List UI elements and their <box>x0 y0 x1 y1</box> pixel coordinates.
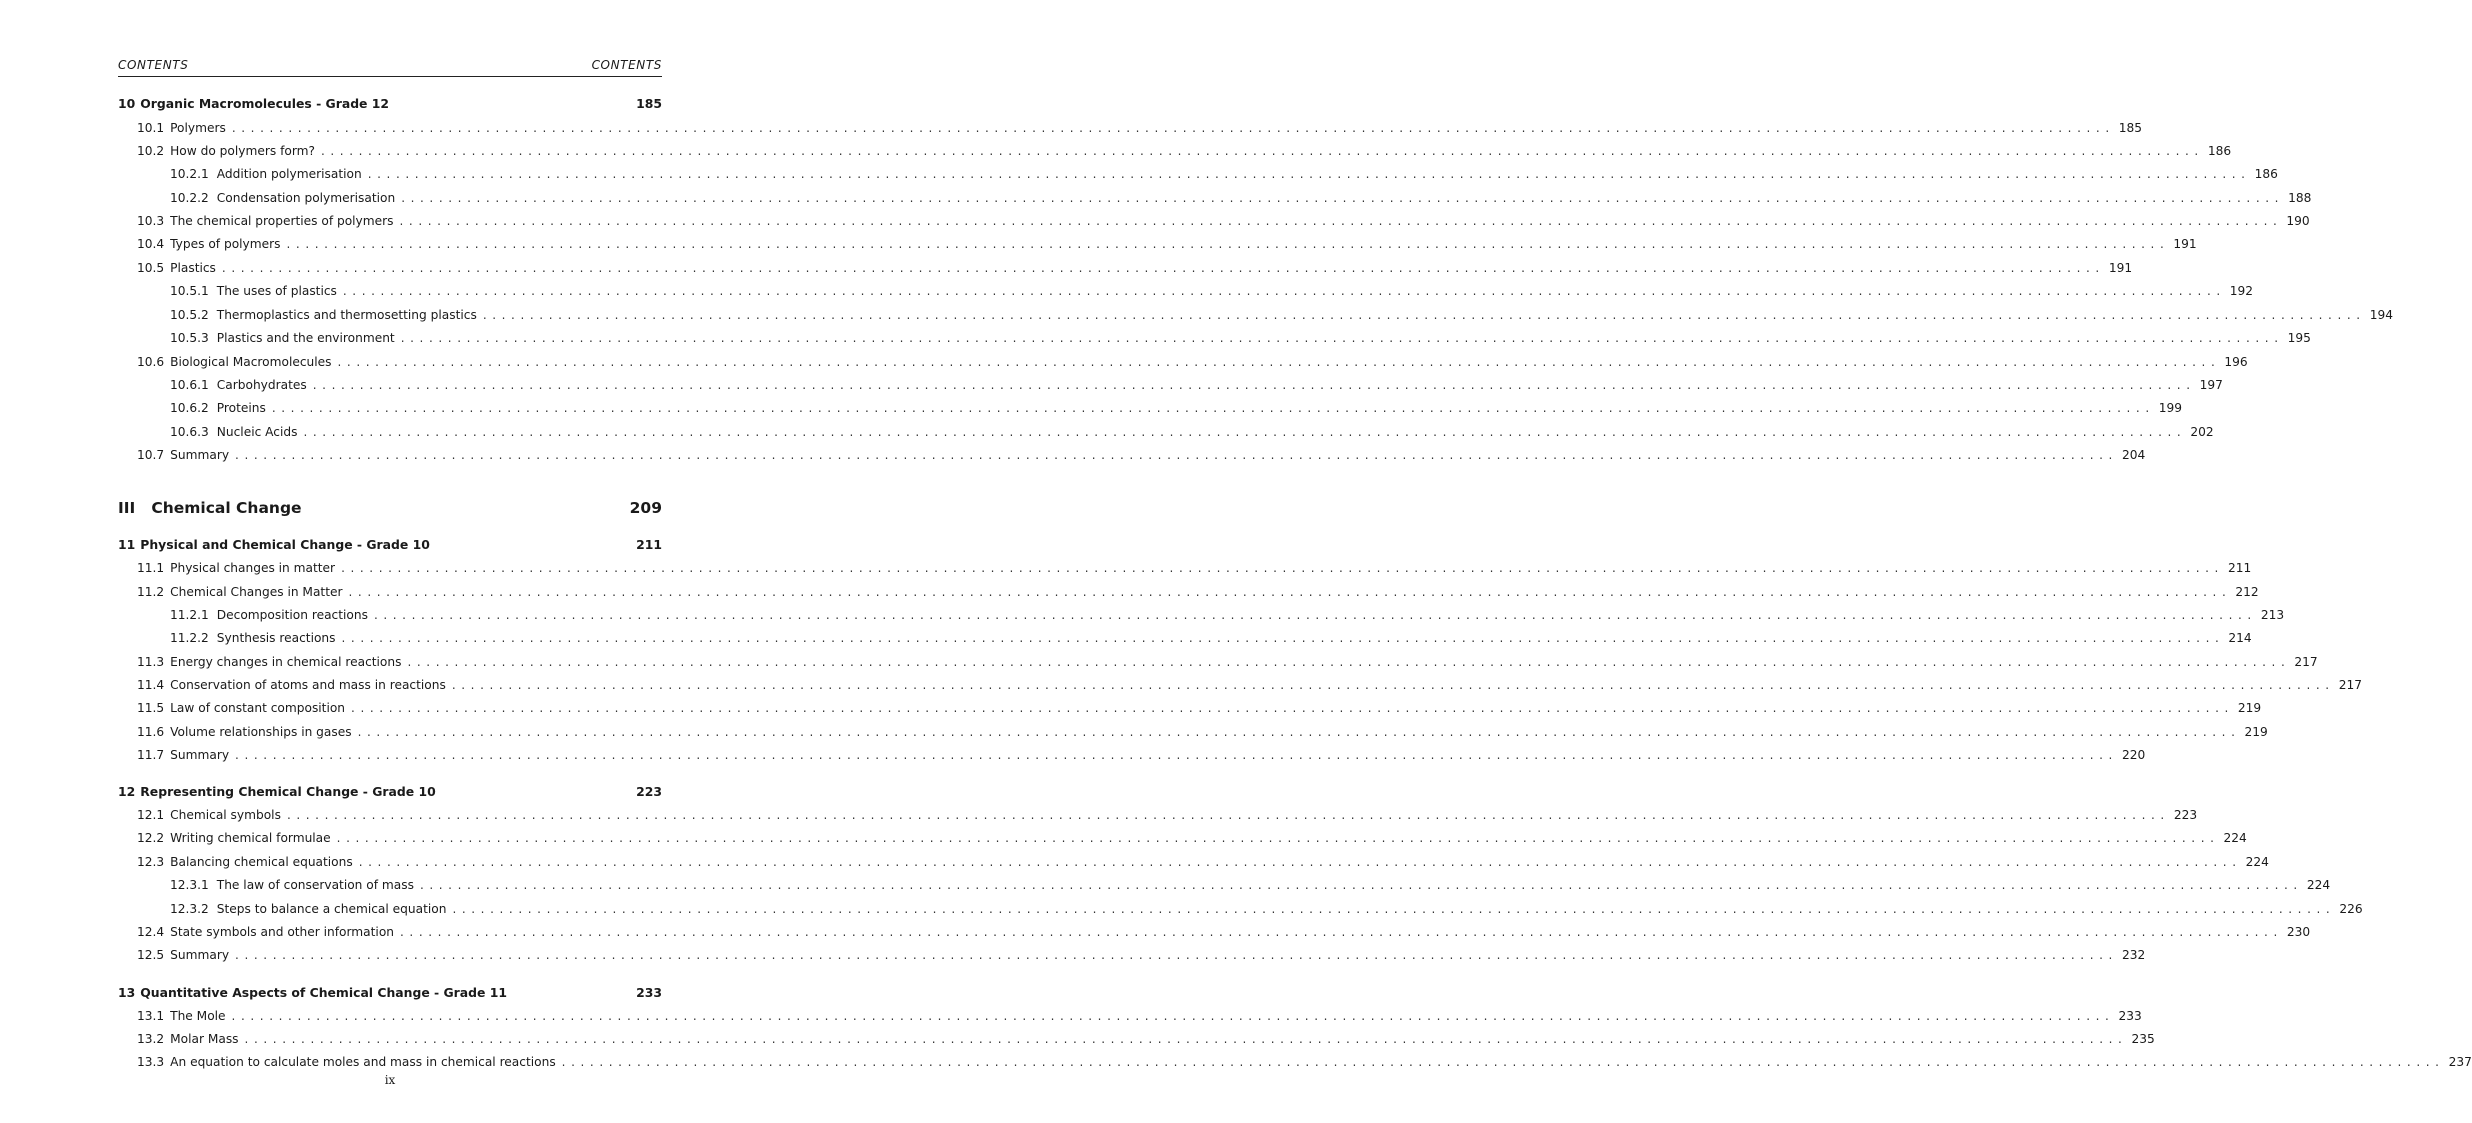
toc-entry-number: 10.6.2 <box>170 401 209 415</box>
toc-entry-chap[interactable] <box>118 985 662 1001</box>
toc-entry-title: Proteins <box>216 401 266 415</box>
toc-entry-title: Thermoplastics and thermosetting plastics <box>216 308 477 322</box>
toc-entry-number: 11.5 <box>137 701 165 715</box>
toc-entry-page: 224 <box>2223 831 2247 845</box>
toc-entry-page: 192 <box>2229 284 2254 298</box>
toc-entry-number: 11.4 <box>137 678 165 692</box>
toc-entry-number: 11.2.1 <box>170 608 209 622</box>
toc-entry-number: 11.2.2 <box>170 631 209 645</box>
dot-leader: ........................................................................................................................................................................................................ <box>399 214 2283 228</box>
toc-entry-number: 10 <box>118 96 136 111</box>
toc-entry-sec[interactable] <box>118 584 2259 600</box>
page-number: ix <box>384 1073 396 1087</box>
toc-entry-number: 12.2 <box>137 831 165 845</box>
toc-entry-title: Nucleic Acids <box>216 425 298 439</box>
toc-entry-number: 10.6 <box>137 355 165 369</box>
toc-entry-title: Synthesis reactions <box>216 631 336 645</box>
toc-entry-sec[interactable] <box>118 260 2133 276</box>
toc-entry-page: 233 <box>636 985 662 1000</box>
dot-leader: ........................................................................................................................................................................................................ <box>320 144 2204 158</box>
toc-entry-title: Steps to balance a chemical equation <box>216 902 447 916</box>
toc-entry-title: Quantitative Aspects of Chemical Change - Grade 11 <box>140 985 507 1000</box>
toc-entry-sec[interactable] <box>118 560 2252 576</box>
toc-entry-page: 196 <box>2224 355 2248 369</box>
dot-leader: ........................................................................................................................................................................................................ <box>452 902 2336 916</box>
toc-entry-number: 10.2 <box>137 144 165 158</box>
toc-entry-number: 11.1 <box>137 561 165 575</box>
toc-entry-number: 12.5 <box>137 948 165 962</box>
toc-entry-title: Balancing chemical equations <box>170 855 353 869</box>
toc-entry-title: Summary <box>170 948 230 962</box>
toc-entry-title: Condensation polymerisation <box>216 191 396 205</box>
dot-leader: ........................................................................................................................................................................................................ <box>286 237 2170 251</box>
toc-entry-page: 197 <box>2199 378 2223 392</box>
toc-entry-number: 10.3 <box>137 214 165 228</box>
toc-entry-page: 219 <box>2237 701 2262 715</box>
toc-entry-page: 230 <box>2286 925 2311 939</box>
toc-entry-page: 190 <box>2286 214 2310 228</box>
toc-entry-page: 188 <box>2288 191 2312 205</box>
toc-entry-title: Conservation of atoms and mass in reactions <box>170 678 446 692</box>
toc-entry-sec[interactable] <box>118 677 2362 693</box>
dot-leader: ........................................................................................................................................................................................................ <box>451 678 2335 692</box>
dot-leader: ........................................................................................................................................................................................................ <box>341 631 2225 645</box>
toc-entry-page: 209 <box>629 499 662 517</box>
toc-entry-page: 213 <box>2260 608 2285 622</box>
toc-entry-number: 13.3 <box>137 1055 165 1069</box>
toc-entry-part[interactable] <box>118 497 662 519</box>
toc-entry-title: Chemical Change <box>151 499 302 517</box>
dot-leader: ........................................................................................................................................................................................................ <box>400 331 2284 345</box>
toc-entry-number: 12.3 <box>137 855 165 869</box>
toc-entry-title: Energy changes in chemical reactions <box>170 655 402 669</box>
toc-entry-number: 12 <box>118 784 136 799</box>
toc-entry-title: Carbohydrates <box>216 378 307 392</box>
dot-leader: ........................................................................................................................................................................................................ <box>373 608 2257 622</box>
toc-entry-sec[interactable] <box>118 236 2197 252</box>
toc-entry-number: 10.5.3 <box>170 331 209 345</box>
dot-leader: ........................................................................................................................................................................................................ <box>271 401 2155 415</box>
toc-entry-title: Chemical Changes in Matter <box>170 585 343 599</box>
toc-entry-sec[interactable] <box>118 724 2268 740</box>
toc-entry-title: Writing chemical formulae <box>170 831 331 845</box>
dot-leader: ........................................................................................................................................................................................................ <box>235 448 2118 462</box>
toc-entry-sub[interactable] <box>118 400 2182 416</box>
toc-entry-sub[interactable] <box>118 607 2285 623</box>
toc-entry-sec[interactable] <box>118 143 2232 159</box>
toc-entry-number: 10.2.2 <box>170 191 209 205</box>
toc-entry-sub[interactable] <box>118 901 2363 917</box>
toc-entry-page: 217 <box>2294 655 2318 669</box>
toc-entry-page: 194 <box>2369 308 2393 322</box>
dot-leader: ........................................................................................................................................................................................................ <box>231 1009 2115 1023</box>
running-header-right: CONTENTS <box>591 58 662 72</box>
toc-entry-sub[interactable] <box>118 166 2278 182</box>
toc-entry-number: 10.5 <box>137 261 165 275</box>
toc-entry-title: Summary <box>170 448 230 462</box>
toc-entry-sub[interactable] <box>118 283 2254 299</box>
toc-entry-title: The law of conservation of mass <box>216 878 414 892</box>
toc-entry-sec[interactable] <box>118 807 2198 823</box>
toc-entry-number: 10.6.3 <box>170 425 209 439</box>
toc-entry-sec[interactable] <box>118 654 2318 670</box>
toc-entry-title: Representing Chemical Change - Grade 10 <box>140 784 436 799</box>
toc-entry-sec[interactable] <box>118 747 2146 763</box>
toc-entry-sub[interactable] <box>118 377 2223 393</box>
toc-entry-sec[interactable] <box>118 120 2142 136</box>
dot-leader: ........................................................................................................................................................................................................ <box>358 855 2242 869</box>
toc-entry-number: 12.1 <box>137 808 165 822</box>
toc-entry-sec[interactable] <box>118 700 2262 716</box>
toc-entry-title: Summary <box>170 748 230 762</box>
toc-entry-sec[interactable] <box>118 947 2146 963</box>
toc-entry-number: 12.4 <box>137 925 165 939</box>
toc-entry-title: Plastics and the environment <box>216 331 395 345</box>
toc-entry-page: 219 <box>2244 725 2268 739</box>
toc-entry-title: The uses of plastics <box>216 284 337 298</box>
toc-entry-title: Physical and Chemical Change - Grade 10 <box>140 537 430 552</box>
toc-entry-number: 10.6.1 <box>170 378 209 392</box>
toc-entry-page: 237 <box>2448 1055 2472 1069</box>
dot-leader: ........................................................................................................................................................................................................ <box>341 561 2224 575</box>
toc-entry-page: 224 <box>2245 855 2269 869</box>
toc-entry-page: 191 <box>2173 237 2197 251</box>
toc-entry-number: 13.2 <box>137 1032 165 1046</box>
toc-entry-title: The chemical properties of polymers <box>170 214 394 228</box>
toc-entry-title: Law of constant composition <box>170 701 346 715</box>
toc-entry-number: 10.1 <box>137 121 165 135</box>
toc-entry-sub[interactable] <box>118 307 2393 323</box>
dot-leader: ........................................................................................................................................................................................................ <box>367 167 2251 181</box>
toc-entry-sec[interactable] <box>118 354 2248 370</box>
toc-entry-title: Polymers <box>170 121 226 135</box>
toc-entry-sec[interactable] <box>118 213 2310 229</box>
toc-entry-title: How do polymers form? <box>170 144 315 158</box>
toc-entry-number: III <box>118 499 136 517</box>
toc-entry-title: Physical changes in matter <box>170 561 336 575</box>
toc-entry-title: Volume relationships in gases <box>170 725 352 739</box>
toc-entry-number: 12.3.1 <box>170 878 209 892</box>
toc-entry-page: 224 <box>2306 878 2331 892</box>
toc-entry-title: The Mole <box>170 1009 226 1023</box>
toc-entry-title: An equation to calculate moles and mass in chemical reactions <box>170 1055 556 1069</box>
toc-entry-title: State symbols and other information <box>170 925 394 939</box>
toc-entry-page: 233 <box>2118 1009 2142 1023</box>
toc-entry-page: 212 <box>2235 585 2259 599</box>
toc-entry-page: 211 <box>2227 561 2252 575</box>
toc-entry-sub[interactable] <box>118 424 2214 440</box>
dot-leader: ........................................................................................................................................................................................................ <box>482 308 2366 322</box>
toc-entry-sub[interactable] <box>118 190 2312 206</box>
toc-entry-page: 214 <box>2228 631 2252 645</box>
toc-entry-sub[interactable] <box>118 877 2331 893</box>
toc-entry-page: 195 <box>2287 331 2311 345</box>
toc-entry-sec[interactable] <box>118 854 2269 870</box>
toc-entry-page: 191 <box>2108 261 2133 275</box>
toc-entry-sec[interactable] <box>118 1054 2472 1070</box>
toc-entry-sec[interactable] <box>118 1031 2155 1047</box>
dot-leader: ........................................................................................................................................................................................................ <box>342 284 2226 298</box>
toc-entry-number: 10.7 <box>137 448 165 462</box>
toc-entry-number: 10.5.1 <box>170 284 209 298</box>
toc-entry-page: 202 <box>2190 425 2214 439</box>
toc-entry-title: Biological Macromolecules <box>170 355 332 369</box>
toc-entry-page: 211 <box>636 537 662 552</box>
dot-leader: ........................................................................................................................................................................................................ <box>336 831 2220 845</box>
dot-leader: ........................................................................................................................................................................................................ <box>235 748 2118 762</box>
dot-leader: ........................................................................................................................................................................................................ <box>221 261 2105 275</box>
toc-entry-number: 10.4 <box>137 237 165 251</box>
toc-entry-number: 12.3.2 <box>170 902 209 916</box>
toc-entry-page: 235 <box>2131 1032 2155 1046</box>
toc-entry-page: 185 <box>2118 121 2142 135</box>
toc-entry-page: 232 <box>2121 948 2146 962</box>
toc-entry-title: Addition polymerisation <box>216 167 362 181</box>
toc-entry-number: 11.6 <box>137 725 165 739</box>
toc-entry-page: 185 <box>636 96 662 111</box>
toc-entry-sub[interactable] <box>118 630 2252 646</box>
toc-entry-number: 11.2 <box>137 585 165 599</box>
toc-entry-number: 13.1 <box>137 1009 165 1023</box>
dot-leader: ........................................................................................................................................................................................................ <box>407 655 2291 669</box>
toc-entry-title: Molar Mass <box>170 1032 239 1046</box>
toc-entry-title: Chemical symbols <box>170 808 281 822</box>
toc-entry-number: 11.3 <box>137 655 165 669</box>
dot-leader: ........................................................................................................................................................................................................ <box>357 725 2241 739</box>
dot-leader: ........................................................................................................................................................................................................ <box>401 191 2285 205</box>
toc-entry-number: 11 <box>118 537 136 552</box>
dot-leader: ........................................................................................................................................................................................................ <box>561 1055 2445 1069</box>
toc-entry-title: Types of polymers <box>170 237 281 251</box>
toc-entry-page: 186 <box>2207 144 2232 158</box>
dot-leader: ........................................................................................................................................................................................................ <box>244 1032 2128 1046</box>
toc-entry-chap[interactable] <box>118 96 662 112</box>
toc-entry-page: 223 <box>2173 808 2198 822</box>
toc-entry-number: 10.2.1 <box>170 167 209 181</box>
toc-entry-number: 10.5.2 <box>170 308 209 322</box>
running-header-left: CONTENTS <box>118 58 189 72</box>
toc-entry-page: 223 <box>636 784 662 799</box>
dot-leader: ........................................................................................................................................................................................................ <box>235 948 2118 962</box>
toc-entry-page: 226 <box>2339 902 2363 916</box>
toc-entry-chap[interactable] <box>118 537 662 553</box>
toc-entry-title: Plastics <box>170 261 216 275</box>
running-header <box>118 58 662 77</box>
toc-entry-sec[interactable] <box>118 1008 2142 1024</box>
toc-entry-chap[interactable] <box>118 784 662 800</box>
dot-leader: ........................................................................................................................................................................................................ <box>351 701 2234 715</box>
toc-entry-title: Decomposition reactions <box>216 608 368 622</box>
dot-leader: ........................................................................................................................................................................................................ <box>419 878 2303 892</box>
toc-entry-sec[interactable] <box>118 830 2247 846</box>
dot-leader: ........................................................................................................................................................................................................ <box>231 121 2115 135</box>
dot-leader: ........................................................................................................................................................................................................ <box>400 925 2283 939</box>
toc-entry-sub[interactable] <box>118 330 2311 346</box>
toc-entry-page: 204 <box>2121 448 2146 462</box>
toc-entry-page: 217 <box>2338 678 2362 692</box>
dot-leader: ........................................................................................................................................................................................................ <box>348 585 2232 599</box>
toc-entry-page: 186 <box>2254 167 2278 181</box>
toc-entry-sec[interactable] <box>118 924 2311 940</box>
toc-entry-title: Organic Macromolecules - Grade 12 <box>140 96 390 111</box>
toc-entry-number: 13 <box>118 985 136 1000</box>
toc-entry-page: 220 <box>2121 748 2146 762</box>
dot-leader: ........................................................................................................................................................................................................ <box>337 355 2221 369</box>
toc-entry-number: 11.7 <box>137 748 165 762</box>
dot-leader: ........................................................................................................................................................................................................ <box>286 808 2170 822</box>
dot-leader: ........................................................................................................................................................................................................ <box>303 425 2187 439</box>
toc-entry-page: 199 <box>2158 401 2182 415</box>
dot-leader: ........................................................................................................................................................................................................ <box>312 378 2196 392</box>
toc-entry-sec[interactable] <box>118 447 2146 463</box>
